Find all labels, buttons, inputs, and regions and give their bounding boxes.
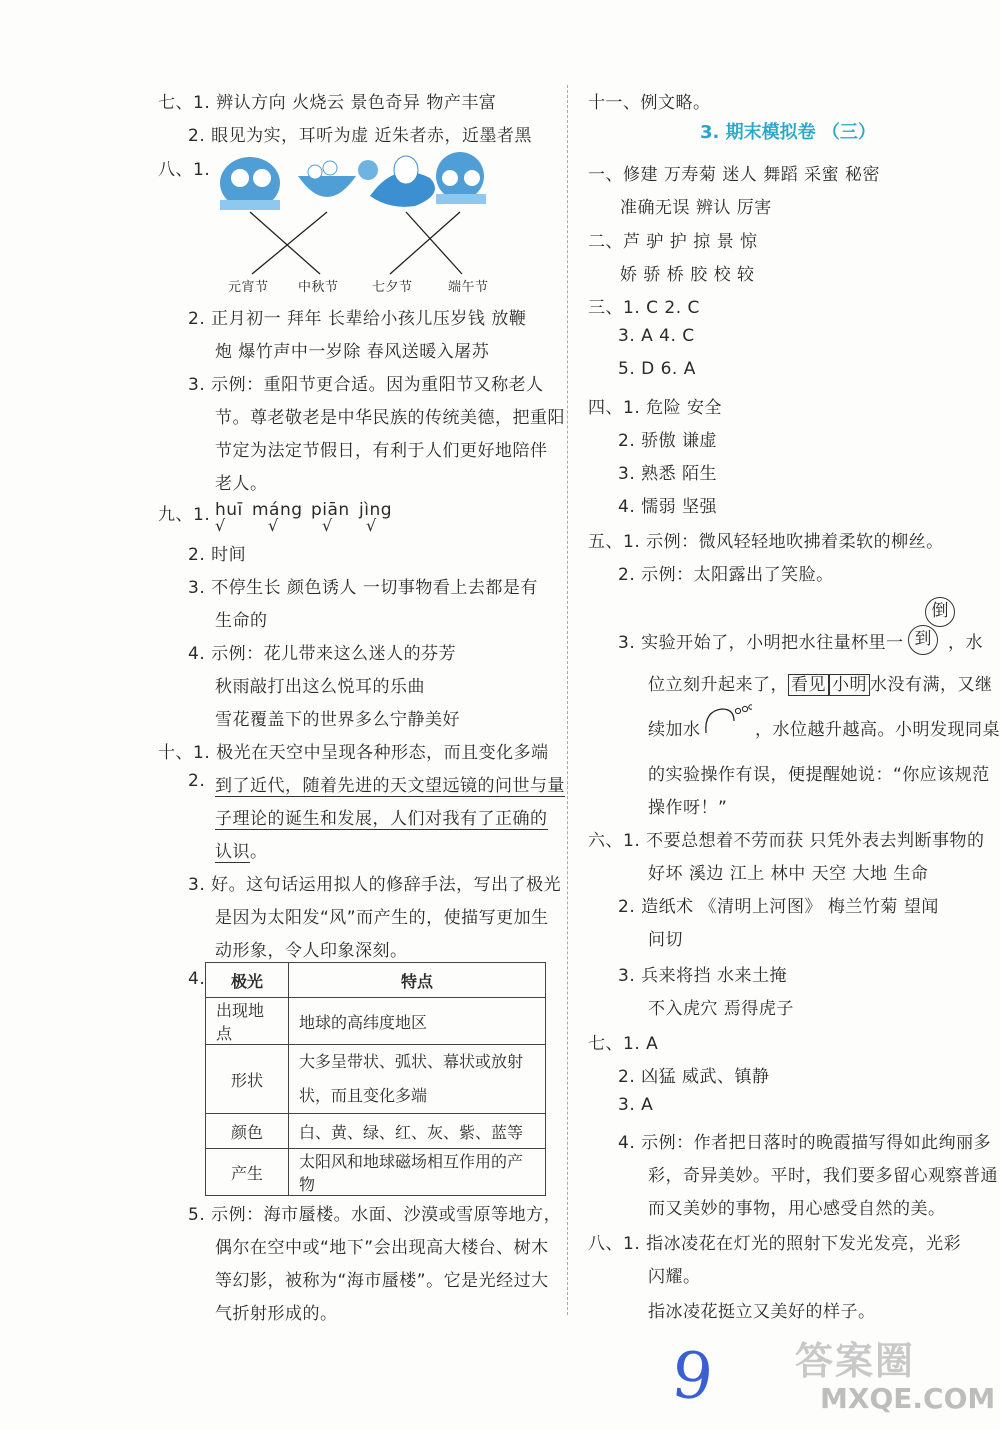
cell-location-label: 出现地点: [206, 998, 289, 1045]
aurora-table: [205, 962, 546, 1196]
q8-2-b: 炮 爆竹声中一岁除 春风送暖入屠苏: [215, 342, 490, 362]
page-number: 9: [668, 1338, 717, 1416]
q10-5-b: 偶尔在空中或“地下”会出现高大楼台、树木: [215, 1238, 549, 1258]
q7-1: 七、1. 辨认方向 火烧云 景色奇异 物产丰富: [158, 93, 497, 113]
insert-comma-mark: [700, 703, 752, 737]
q9-4-a: 4. 示例：花儿带来这么迷人的芬芳: [188, 644, 457, 664]
q10-4: 4.: [188, 969, 206, 989]
r-q7-d: 4. 示例：作者把日落时的晚霞描写得如此绚丽多: [618, 1133, 992, 1153]
q10-2-num: 2.: [188, 771, 206, 791]
r-q7-e: 彩，奇异美妙。平时，我们要多留心观察普通: [648, 1166, 998, 1186]
column-divider: [567, 85, 568, 1315]
r-q8-c: 指冰凌花挺立又美好的样子。: [648, 1302, 876, 1322]
r-q5-3-b-pre: 位立刻升起来了，: [648, 675, 788, 695]
r-q4-b: 2. 骄傲 谦虚: [618, 431, 718, 451]
r-q6-d: 问切: [648, 930, 683, 950]
zhongqiu-picture: [298, 160, 378, 197]
r-q5-b: 2. 示例：太阳露出了笑脸。: [618, 565, 834, 585]
r-q6-f: 不入虎穴 焉得虎子: [648, 999, 794, 1019]
q9-3-a: 3. 不停生长 颜色诱人 一切事物看上去都是有: [188, 578, 538, 598]
r-q2-a: 二、芦 驴 护 掠 景 惊: [588, 232, 758, 252]
q10-5-a: 5. 示例：海市蜃楼。水面、沙漠或雪原等地方，: [188, 1205, 562, 1225]
r-q3-c: 5. D 6. A: [618, 359, 696, 379]
r-q6-e: 3. 兵来将挡 水来土掩: [618, 966, 788, 986]
check-mark-2: √: [268, 516, 279, 535]
cell-origin-value: 太阳风和地球磁场相互作用的产物: [289, 1149, 546, 1196]
cell-location-value: 地球的高纬度地区: [289, 998, 546, 1045]
festival-label-duanwu: 端午节: [448, 280, 489, 295]
correction-box-kanjian: 看见: [788, 674, 829, 696]
q8-3-a: 3. 示例：重阳节更合适。因为重阳节又称老人: [188, 375, 544, 395]
pinyin-mang: máng: [252, 500, 303, 520]
r-q3-a: 三、1. C 2. C: [588, 298, 700, 318]
r-q7-a: 七、1. A: [588, 1034, 659, 1054]
festival-label-zhongqiu: 中秋节: [298, 280, 339, 295]
r-q1-a: 一、修建 万寿菊 迷人 舞蹈 采蜜 秘密: [588, 165, 881, 185]
cell-origin-label: 产生: [206, 1149, 289, 1196]
r-q5-3-c-post: ，水位越升越高。小明发现同桌: [755, 720, 1000, 740]
cell-shape-line2: 状，而且变化多端: [299, 1086, 428, 1105]
q9-4-b: 秋雨敲打出这么悦耳的乐曲: [215, 677, 425, 697]
q10-2-c-wrap: [215, 837, 268, 862]
r-q3-b: 3. A 4. C: [618, 326, 695, 346]
cell-color-label: 颜色: [206, 1114, 289, 1149]
r-q5-3-c-pre: 续加水: [648, 720, 701, 740]
q8-2-a: 2. 正月初一 拜年 长辈给小孩儿压岁钱 放鞭: [188, 309, 527, 329]
pinyin-pian: piān: [311, 500, 350, 520]
r-q4-c: 3. 熟悉 陌生: [618, 464, 718, 484]
check-mark-4: √: [366, 516, 377, 535]
cell-shape-label: 形状: [206, 1045, 289, 1114]
r-q1-b: 准确无误 辨认 厉害: [620, 198, 772, 218]
duanwu-picture: [436, 152, 486, 204]
q10-5-d: 气折射形成的。: [215, 1304, 338, 1324]
table-row: [206, 1149, 546, 1196]
festival-label-qixi: 七夕节: [372, 280, 413, 295]
q10-2-b: 子理论的诞生和发展，人们对我有了正确的: [215, 804, 548, 830]
cell-shape-value: [289, 1045, 546, 1114]
q8-3-c: 节定为法定节假日，有利于人们更好地陪伴: [215, 441, 548, 461]
check-mark-3: √: [322, 516, 333, 535]
q9-4-c: 雪花覆盖下的世界多么宁静美好: [215, 710, 460, 730]
r-q5-3-e: 操作呀！”: [648, 798, 728, 818]
correction-circle-dao: 到: [908, 625, 938, 655]
r-q7-c: 3. A: [618, 1095, 654, 1115]
table-header-aurora: 极光: [206, 963, 289, 998]
r-q7-b: 2. 凶猛 威武、镇静: [618, 1067, 770, 1087]
r-q5-3-a: 3. 实验开始了，小明把水往量杯里一: [618, 633, 904, 653]
r-q5-3-b-post: 水没有满，又继: [870, 675, 993, 695]
table-row: [206, 1045, 546, 1114]
r-q4-a: 四、1. 危险 安全: [588, 398, 723, 418]
r-q4-d: 4. 懦弱 坚强: [618, 497, 718, 517]
r-q5-3-a-end: ，水: [948, 633, 983, 653]
q9-2: 2. 时间: [188, 545, 247, 565]
q8-1-label: 八、1.: [158, 160, 211, 180]
check-mark-1: √: [215, 516, 226, 535]
cell-shape-line1: 大多呈带状、弧状、幕状或放射: [299, 1052, 524, 1071]
q10-3-b: 是因为太阳发“风”而产生的，使描写更加生: [215, 908, 549, 928]
table-row: [206, 998, 546, 1045]
r-q2-b: 娇 骄 桥 胶 校 较: [620, 265, 755, 285]
q9-3-b: 生命的: [215, 611, 268, 631]
festival-label-yuanxiao: 元宵节: [228, 280, 269, 295]
q10-1: 十、1. 极光在天空中呈现各种形态，而且变化多端: [158, 743, 549, 763]
q10-2-a: 到了近代，随着先进的天文望远镜的问世与量: [215, 771, 565, 797]
q8-3-d: 老人。: [215, 474, 268, 494]
pinyin-jing: jìng: [359, 500, 393, 520]
table-header-features: 特点: [289, 963, 546, 998]
r-q5-3-d: 的实验操作有误，便提醒她说：“你应该规范: [648, 765, 990, 785]
section-title: 3. 期末模拟卷 （三）: [700, 122, 876, 143]
q10-2-c: 认识: [215, 842, 250, 862]
q9-1-label: 九、1.: [158, 505, 211, 525]
q7-2: 2. 眼见为实，耳听为虚 近朱者赤，近墨者黑: [188, 126, 533, 146]
watermark-url: MXQE.COM: [820, 1382, 996, 1415]
r-q8-b: 闪耀。: [648, 1267, 701, 1287]
q8-3-b: 节。尊老敬老是中华民族的传统美德，把重阳: [215, 408, 565, 428]
correction-circle-dao-top: 倒: [925, 597, 955, 627]
r-q5-a: 五、1. 示例：微风轻轻地吹拂着柔软的柳丝。: [588, 532, 944, 552]
pinyin-hui: huī: [215, 500, 243, 520]
r-q5-3-b: [648, 670, 993, 695]
r-q6-a: 六、1. 不要总想着不劳而获 只凭外表去判断事物的: [588, 831, 985, 851]
table-header-row: [206, 963, 546, 998]
qixi-picture: [370, 156, 435, 207]
correction-box-xiaoming: 小明: [829, 674, 870, 696]
q10-5-c: 等幻影，被称为“海市蜃楼”。它是光经过大: [215, 1271, 549, 1291]
r-q6-b: 好坏 溪边 江上 林中 天空 大地 生命: [648, 864, 929, 884]
cell-color-value: 白、黄、绿、红、灰、紫、蓝等: [289, 1114, 546, 1149]
q10-2-end: 。: [250, 842, 268, 862]
r-q8-a: 八、1. 指冰凌花在灯光的照射下发光发亮，光彩: [588, 1234, 962, 1254]
r-q7-f: 而又美妙的事物，用心感受自然的美。: [648, 1199, 946, 1219]
q11: 十一、例文略。: [588, 93, 711, 113]
r-q6-c: 2. 造纸术 《清明上河图》 梅兰竹菊 望闻: [618, 897, 939, 917]
yuanxiao-picture: [220, 157, 280, 210]
table-row: [206, 1114, 546, 1149]
watermark-logo: 答案圈: [795, 1339, 916, 1383]
q10-3-a: 3. 好。这句话运用拟人的修辞手法，写出了极光: [188, 875, 562, 895]
q10-3-c: 动形象，令人印象深刻。: [215, 941, 408, 961]
